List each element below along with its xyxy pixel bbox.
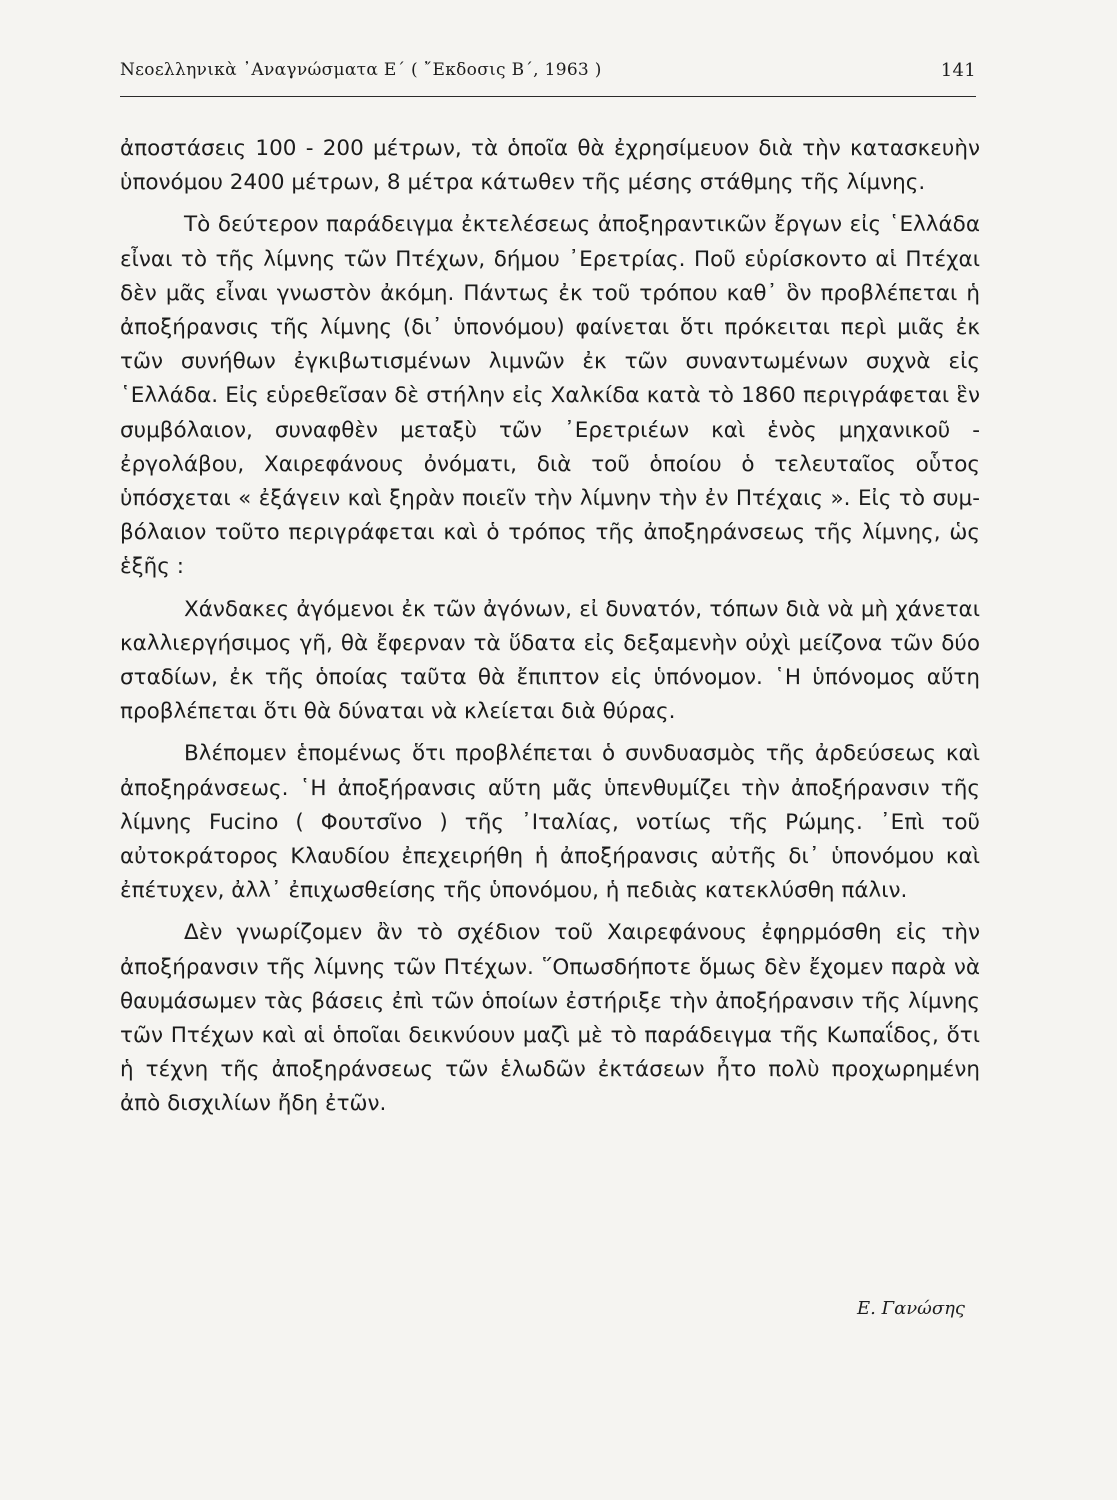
paragraph-3: Χάνδακες ἀγόμενοι ἐκ τῶν ἀγόνων, εἰ δυνατόν, τόπων διὰ νὰ μὴ χάνεται καλλιεργήσιμος γῆ, θὰ ἔφερναν τὰ ὕδατα εἰς δεξαμενὴν οὐχὶ μείζονα τῶν δύο σταδίων, ἐκ τῆς ὁποίας ταῦτα θὰ ἔπιπτον εἰς ὑπόνομον. ῾Η ὑπόνομος αὕτη προβλέπεται ὅτι θὰ δύναται νὰ κλείεται διὰ θύρας. (120, 596, 980, 725)
body-text (120, 132, 980, 1122)
running-header (120, 60, 976, 90)
paragraph-1: ἀποστάσεις 100 - 200 μέτρων, τὰ ὁποῖα θὰ ἐχρησίμευον διὰ τὴν κατασκευὴν ὑπονόμου 2400 μέτρων, 8 μέτρα κάτωθεν τῆς μέσης στάθμης τῆς λίμνης. (120, 136, 980, 196)
paragraph-4: Βλέπομεν ἑπομένως ὅτι προβλέπεται ὁ συνδυασμὸς τῆς ἀρδεύσεως καὶ ἀποξηράνσεως. ῾Η ἀποξήρανσις αὕτη μᾶς ὑπενθυμίζει τὴν ἀποξήρανσιν τῆς λίμνης Fucino ( Φουτσῖνο ) τῆς ᾿Ιταλίας, νοτίως τῆς Ρώμης. ᾿Επὶ τοῦ αὐτοκράτορος Κλαυδίου ἐπεχειρήθη ἡ ἀποξήρανσις αὐτῆς δι᾿ ὑπονόμου καὶ ἐπέτυχεν, ἀλλ᾿ ἐπιχωσθείσης τῆς ὑπονόμου, ἡ πεδιὰς κατεκλύσθη πάλιν. (120, 741, 980, 904)
paragraph-5: Δὲν γνωρίζομεν ἂν τὸ σχέδιον τοῦ Χαιρεφάνους ἐφηρμόσθη εἰς τὴν ἀποξήρανσιν τῆς λίμνης τῶν Πτέχων. ῞Οπωσδήποτε ὅμως δὲν ἔχομεν παρὰ νὰ θαυμάσωμεν τὰς βάσεις ἐπὶ τῶν ὁποίων ἐστήριξε τὴν ἀποξήρανσιν τῆς λίμνης τῶν Πτέχων καὶ αἱ ὁποῖαι δεικνύουν μαζὶ μὲ τὸ παράδειγμα τῆς Κωπαΐδος, ὅτι ἡ τέχνη τῆς ἀποξηράνσεως τῶν ἑλωδῶν ἐκτάσεων ἦτο πολὺ προχωρημένη ἀπὸ δισχιλίων ἤδη ἐτῶν. (120, 920, 980, 1117)
paragraph-2: Τὸ δεύτερον παράδειγμα ἐκτελέσεως ἀποξηραντικῶν ἔργων εἰς ῾Ελλάδα εἶναι τὸ τῆς λίμνης τῶν Πτέχων, δήμου ᾿Ερετρίας. Ποῦ εὑρίσκοντο αἱ Πτέχαι δὲν μᾶς εἶναι γνωστὸν ἀκόμη. Πάντως ἐκ τοῦ τρόπου καθ᾿ ὃν προβλέπεται ἡ ἀποξήρανσις τῆς λίμνης (δι᾿ ὑπονόμου) φαίνεται ὅτι πρόκειται περὶ μιᾶς ἐκ τῶν συνήθων ἐγκιβωτισμένων λιμνῶν ἐκ τῶν συναντωμένων συχνὰ εἰς ῾Ελλάδα. Εἰς εὑρεθεῖσαν δὲ στήλην εἰς Χαλκίδα κατὰ τὸ 1860 περιγράφεται ἓν συμβόλαιον, συναφθὲν μεταξὺ τῶν ᾿Ερετριέων καὶ ἑνὸς μηχανικοῦ - ἐργολάβου, Χαιρεφάνους ὀνόματι, διὰ τοῦ ὁποίου ὁ τελευταῖος οὗτος ὑπόσχεται « ἐξάγειν καὶ ξηρὰν ποιεῖν τὴν λίμνην τὴν ἐν Πτέχαις ». Εἰς τὸ συμβόλαιον τοῦτο περιγράφεται καὶ ὁ τρόπος τῆς ἀποξηράνσεως τῆς λίμνης, ὡς ἑξῆς : (120, 212, 980, 580)
header-title: Νεοελληνικὰ ᾿Αναγνώσματα Ε΄ ( ῎Εκδοσις Β΄, 1963 ) (120, 60, 602, 80)
page-number: 141 (940, 60, 976, 81)
author-signature: Ε. Γανώσης (857, 1298, 965, 1319)
header-rule (120, 96, 976, 97)
